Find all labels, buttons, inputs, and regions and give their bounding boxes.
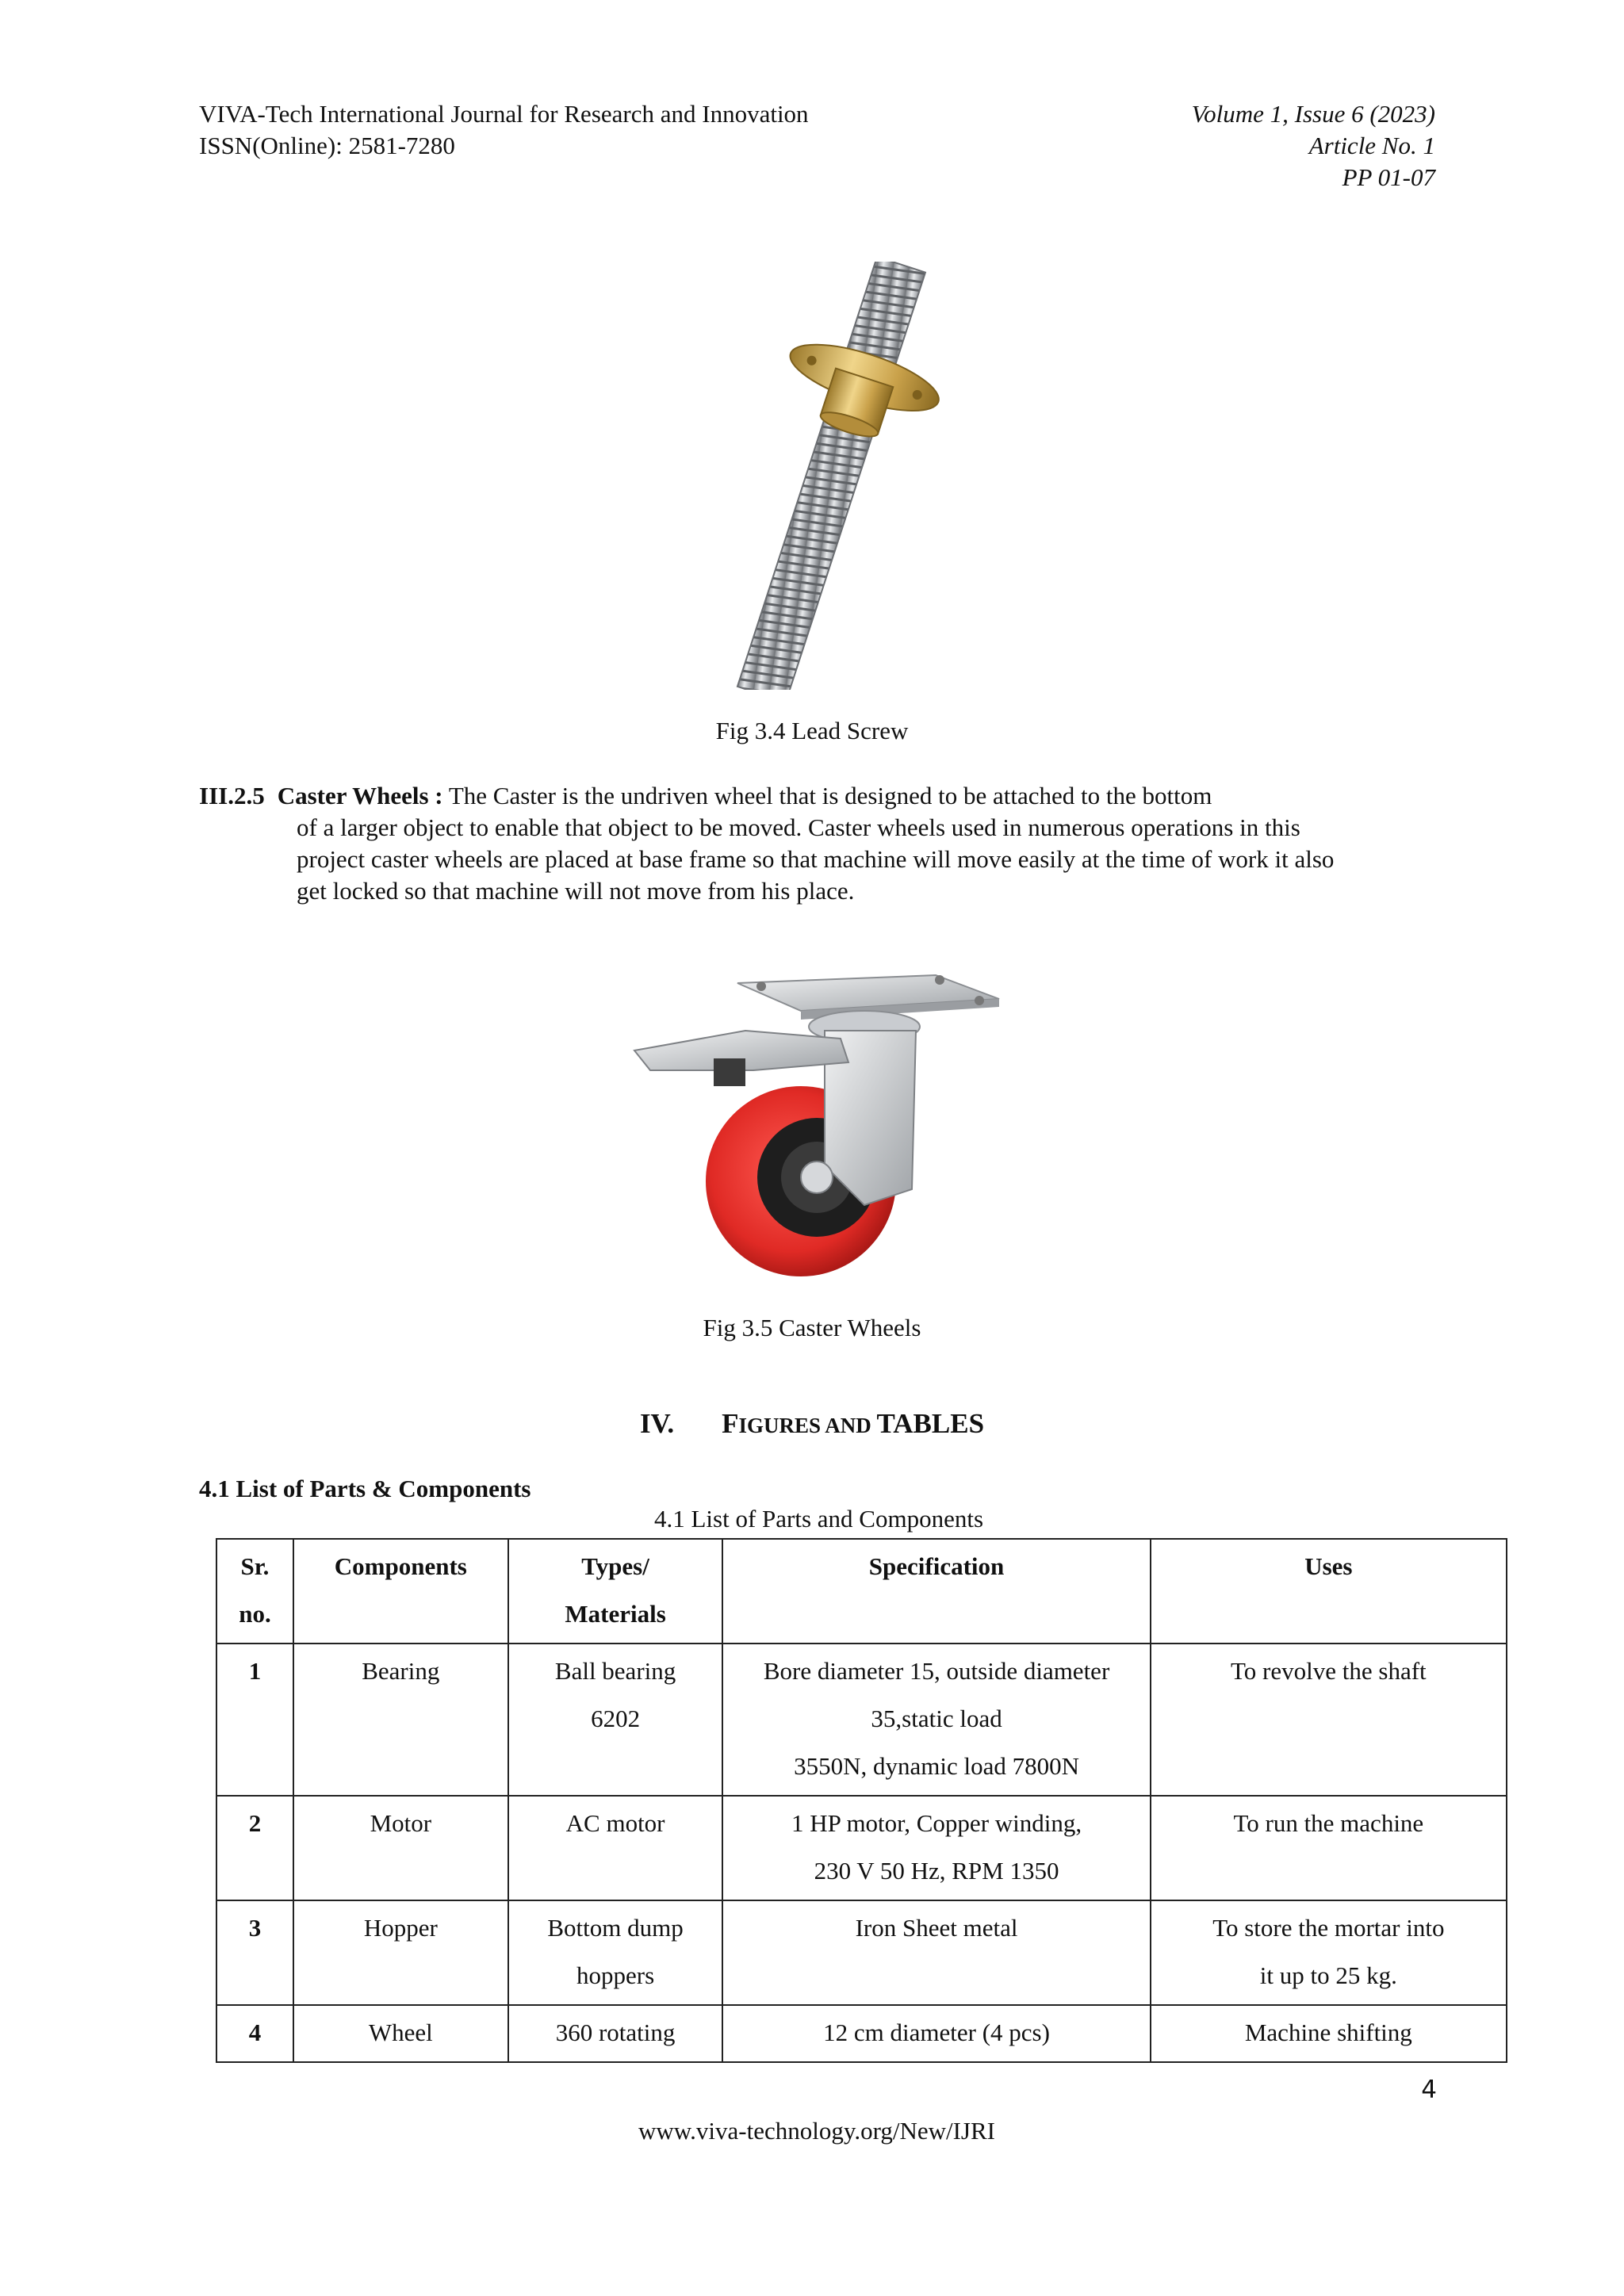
section-iv-number: IV. xyxy=(639,1408,675,1439)
header-specification: Specification xyxy=(722,1539,1150,1644)
article-number: Article No. 1 xyxy=(1308,132,1435,159)
section-title: Caster Wheels : xyxy=(277,782,443,809)
journal-header-left xyxy=(199,98,809,162)
footer-url: www.viva-technology.org/New/IJRI xyxy=(638,2117,995,2145)
journal-volume: Volume 1, Issue 6 (2023) xyxy=(1191,100,1435,128)
section-caster-wheels xyxy=(199,780,1357,907)
caster-wheel-figure xyxy=(626,951,1007,1292)
section-heading-figures-tables: IV. FIGURES AND TABLES xyxy=(639,1408,985,1439)
header-types: Types/ Materials xyxy=(508,1539,723,1644)
section-text-rest: of a larger object to enable that object to be moved. Caster wheels used in numerous operations in this project caster wheels are placed at base frame so that machine will move easily at the time of work it also get locked so that machine will not move from his place. xyxy=(297,813,1335,905)
journal-issn: ISSN(Online): 2581-7280 xyxy=(199,132,455,159)
page-range: PP 01-07 xyxy=(1342,163,1435,191)
section-number: III.2.5 xyxy=(199,782,265,809)
subsection-title: 4.1 List of Parts & Components xyxy=(199,1475,531,1502)
figure-caption-caster-wheels: Fig 3.5 Caster Wheels xyxy=(703,1314,921,1341)
parts-table xyxy=(216,1538,1507,2063)
page-number: 4 xyxy=(1421,2076,1437,2104)
figure-caption-lead-screw: Fig 3.4 Lead Screw xyxy=(715,717,909,744)
header-sr: Sr. no. xyxy=(216,1539,293,1644)
table-caption: 4.1 List of Parts and Components xyxy=(653,1505,984,1533)
journal-title: VIVA-Tech International Journal for Research and Innovation xyxy=(199,100,809,128)
section-text-first: The Caster is the undriven wheel that is designed to be attached to the bottom xyxy=(448,782,1212,809)
table-row: 3 Hopper Bottom dump hoppers Iron Sheet metal To store the mortar into it up to 25 kg. xyxy=(216,1900,1507,2005)
table-row: 2 Motor AC motor 1 HP motor, Copper winding, 230 V 50 Hz, RPM 1350 To run the machine xyxy=(216,1796,1507,1900)
table-row: 1 Bearing Ball bearing 6202 Bore diameter 15, outside diameter 35,static load 3550N, dynamic load 7800N To revolve the shaft xyxy=(216,1644,1507,1796)
table-row: 4 Wheel 360 rotating 12 cm diameter (4 pcs) Machine shifting xyxy=(216,2005,1507,2062)
journal-header-right xyxy=(1192,98,1435,193)
header-uses: Uses xyxy=(1151,1539,1507,1644)
section-first-line xyxy=(199,780,1357,812)
table-header-row xyxy=(216,1539,1507,1644)
header-components: Components xyxy=(293,1539,508,1644)
lead-screw-figure xyxy=(698,262,967,690)
